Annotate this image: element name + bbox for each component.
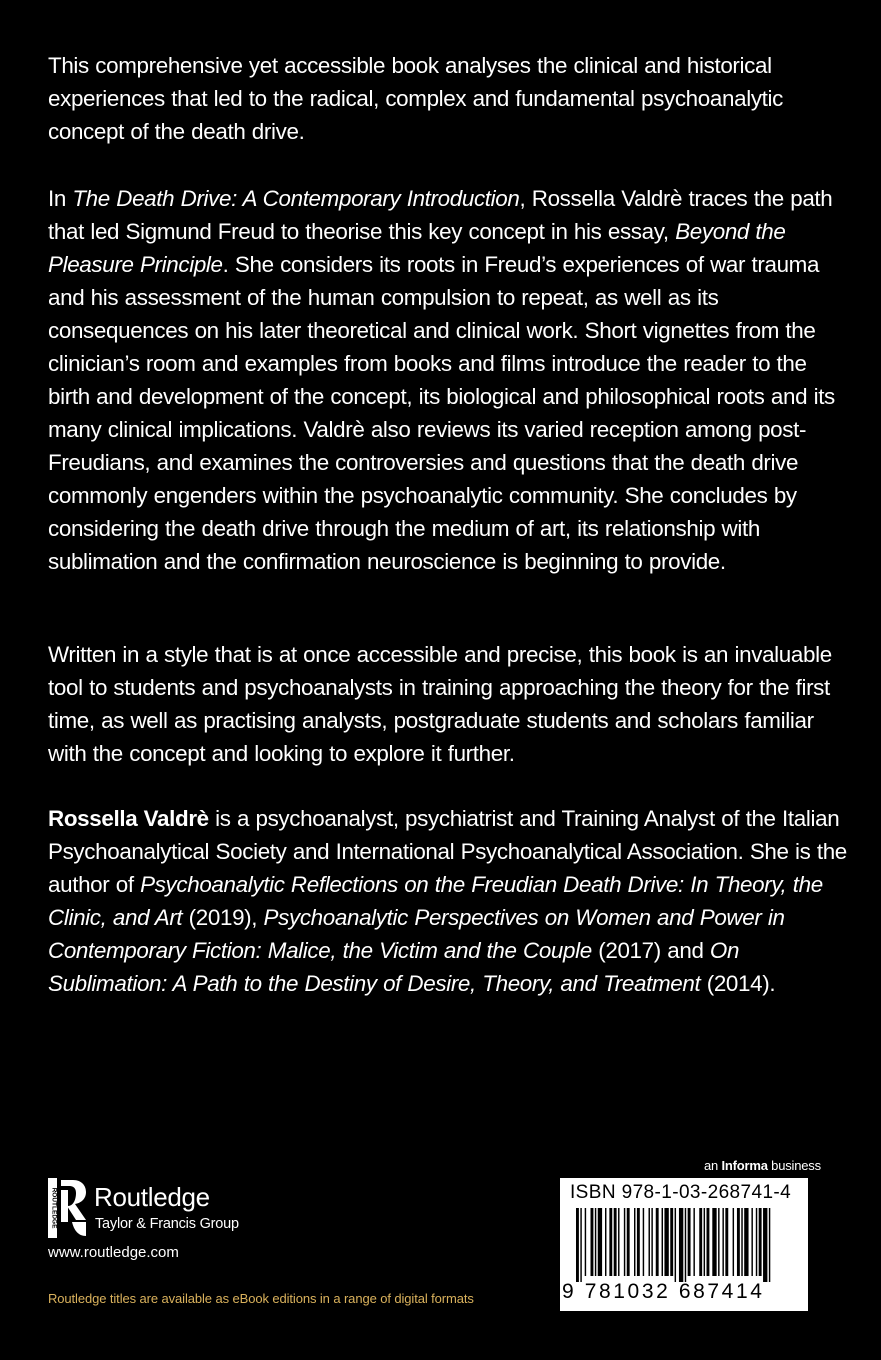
informa-suffix: business [767, 1158, 821, 1173]
publisher-website[interactable]: www.routledge.com [48, 1244, 179, 1261]
bio-book-2: Psychoanalytic Perspectives on Women and Power in Contemporary Fiction: Malice, the Victim and the Couple [48, 905, 785, 963]
bio-year-3: (2014). [700, 971, 776, 996]
isbn-label: ISBN 978-1-03-268741-4 [570, 1182, 792, 1203]
blurb-paragraph-2 [48, 182, 848, 578]
bio-book-3: On Sublimation: A Path to the Destiny of Desire, Theory, and Treatment [48, 938, 740, 996]
informa-brand: Informa [721, 1158, 768, 1173]
routledge-logo [48, 1178, 308, 1240]
author-name: Rossella Valdrè [48, 806, 209, 831]
blurb-paragraph-3: Written in a style that is at once accessible and precise, this book is an invaluable tool to students and psychoanalysts in training approaching the theory for the first time, as well as practising analysts, postgraduate students and scholars familiar with the concept and looking to explore it further. [48, 642, 832, 766]
logo-vertical-text: ROUTLEDGE [50, 1187, 58, 1229]
barcode-icon [576, 1208, 798, 1282]
p2-text-a: In [48, 186, 73, 211]
bio-intro: is a psychoanalyst, psychiatrist and Training Analyst of the Italian Psychoanalytical Society and International Psychoanalytical Association. She is the author of [48, 806, 847, 897]
barcode-panel [560, 1178, 808, 1311]
bio-book-1: Psychoanalytic Reflections on the Freudian Death Drive: In Theory, the Clinic, and Art [48, 872, 823, 930]
essay-title: Beyond the Pleasure Principle [48, 219, 786, 277]
routledge-r-logo-icon [48, 1178, 88, 1238]
ebook-note: Routledge titles are available as eBook editions in a range of digital formats [48, 1291, 474, 1306]
informa-prefix: an [704, 1158, 722, 1173]
author-bio [48, 802, 848, 1000]
publisher-group: Taylor & Francis Group [95, 1216, 239, 1232]
barcode-digits: 9 781032 687414 [562, 1280, 765, 1303]
bio-year-1: (2019), [182, 905, 264, 930]
blurb-paragraph-1: This comprehensive yet accessible book analyses the clinical and historical experiences that led to the radical, complex and fundamental psychoanalytic concept of the death drive. [48, 53, 784, 144]
p2-text-c: . She considers its roots in Freud’s experiences of war trauma and his assessment of the human compulsion to repeat, as well as its consequences on his later theoretical and clinical work. Short vignettes from the clinician’s room and examples from books and films introduce the reader to the birth and development of the concept, its biological and philosophical roots and its many clinical implications. Valdrè also reviews its varied reception among post-Freudians, and examines the controversies and questions that the death drive commonly engenders within the psychoanalytic community. She concludes by considering the death drive through the medium of art, its relationship with sublimation and the confirmation neuroscience is beginning to provide. [48, 252, 835, 574]
bio-year-2: (2017) and [591, 938, 710, 963]
publisher-name: Routledge [94, 1182, 210, 1212]
p2-text-b: , Rossella Valdrè traces the path that led Sigmund Freud to theorise this key concept in his essay, [48, 186, 833, 244]
informa-tagline [704, 1158, 821, 1173]
book-title: The Death Drive: A Contemporary Introduction [72, 186, 520, 211]
